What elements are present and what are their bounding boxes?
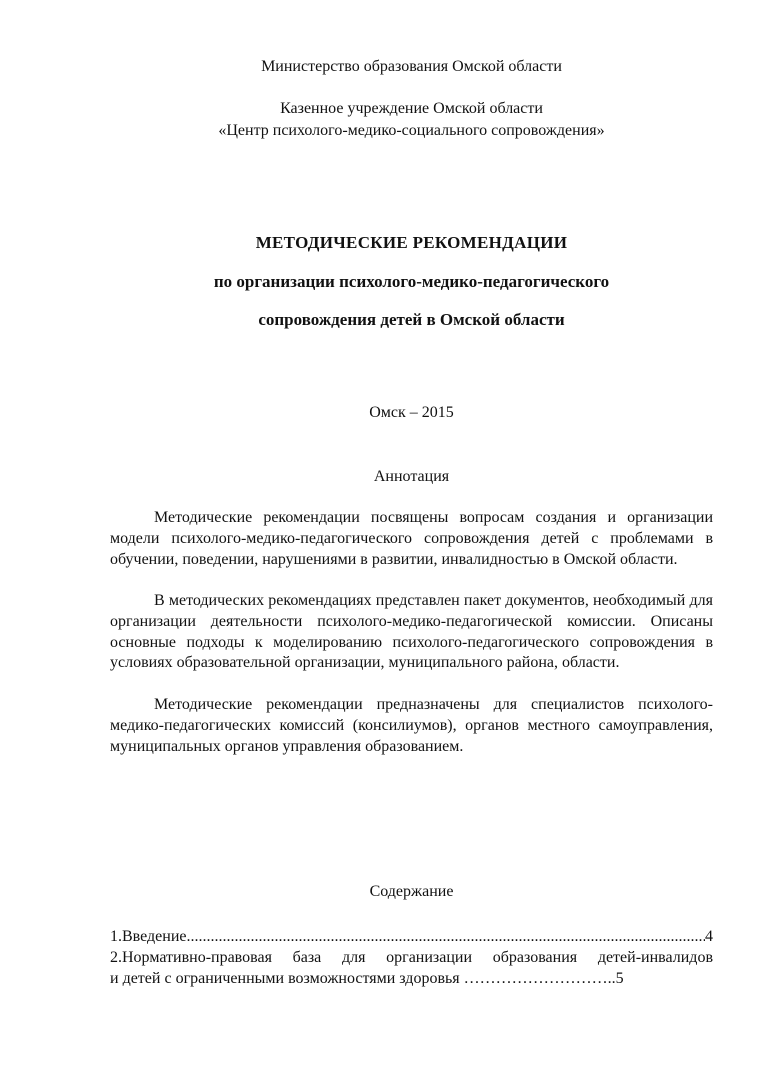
toc-item-page: 4	[705, 928, 713, 945]
annotation-paragraph-1: Методические рекомендации посвящены вопросам создания и организации модели психолого-медико-педагогического сопровождения детей с проблемами в обучении, поведении, нарушениями в развитии, инвалидностью в Омской области.	[110, 509, 713, 568]
toc-item-title-line-2: и детей с ограниченными возможностями здоровья	[110, 970, 464, 987]
toc-dot-leader	[191, 926, 706, 947]
contents-heading: Содержание	[369, 883, 454, 900]
document-subtitle-line-1: по организации психолого-медико-педагогического	[213, 272, 610, 291]
document-subtitle-line-2: сопровождения детей в Омской области	[258, 310, 565, 329]
toc-item-title: 1.Введение.	[110, 928, 191, 945]
annotation-paragraph-2: В методических рекомендациях представлен пакет документов, необходимый для организации деятельности психолого-медико-педагогической комиссии. Описаны основные подходы к моделированию психолого-педагогического сопровождения в условиях образовательной организации, муниципального района, области.	[110, 592, 713, 672]
table-of-contents	[110, 926, 713, 989]
institution-line-2: «Центр психолого-медико-социального сопровождения»	[218, 122, 605, 139]
institution-line-1: Казенное учреждение Омской области	[280, 100, 543, 117]
annotation-paragraph-3: Методические рекомендации предназначены для специалистов психолого-медико-педагогических комиссий (консилиумов), органов местного самоуправления, муниципальных органов управления образованием.	[110, 696, 713, 755]
toc-dot-leader: ………………………..	[463, 970, 616, 987]
toc-item-page: 5	[615, 970, 624, 987]
document-title: МЕТОДИЧЕСКИЕ РЕКОМЕНДАЦИИ	[255, 233, 568, 252]
annotation-heading: Аннотация	[373, 468, 450, 485]
place-year: Омск – 2015	[369, 404, 454, 421]
ministry-line: Министерство образования Омской области	[261, 58, 562, 75]
toc-item-title-line-2-wrap	[110, 968, 713, 989]
toc-item-title-line-1: 2.Нормативно-правовая база для организации образования детей-инвалидов	[110, 949, 713, 966]
toc-item-introduction[interactable]	[110, 926, 713, 947]
toc-item-legal-basis[interactable]	[110, 947, 713, 989]
